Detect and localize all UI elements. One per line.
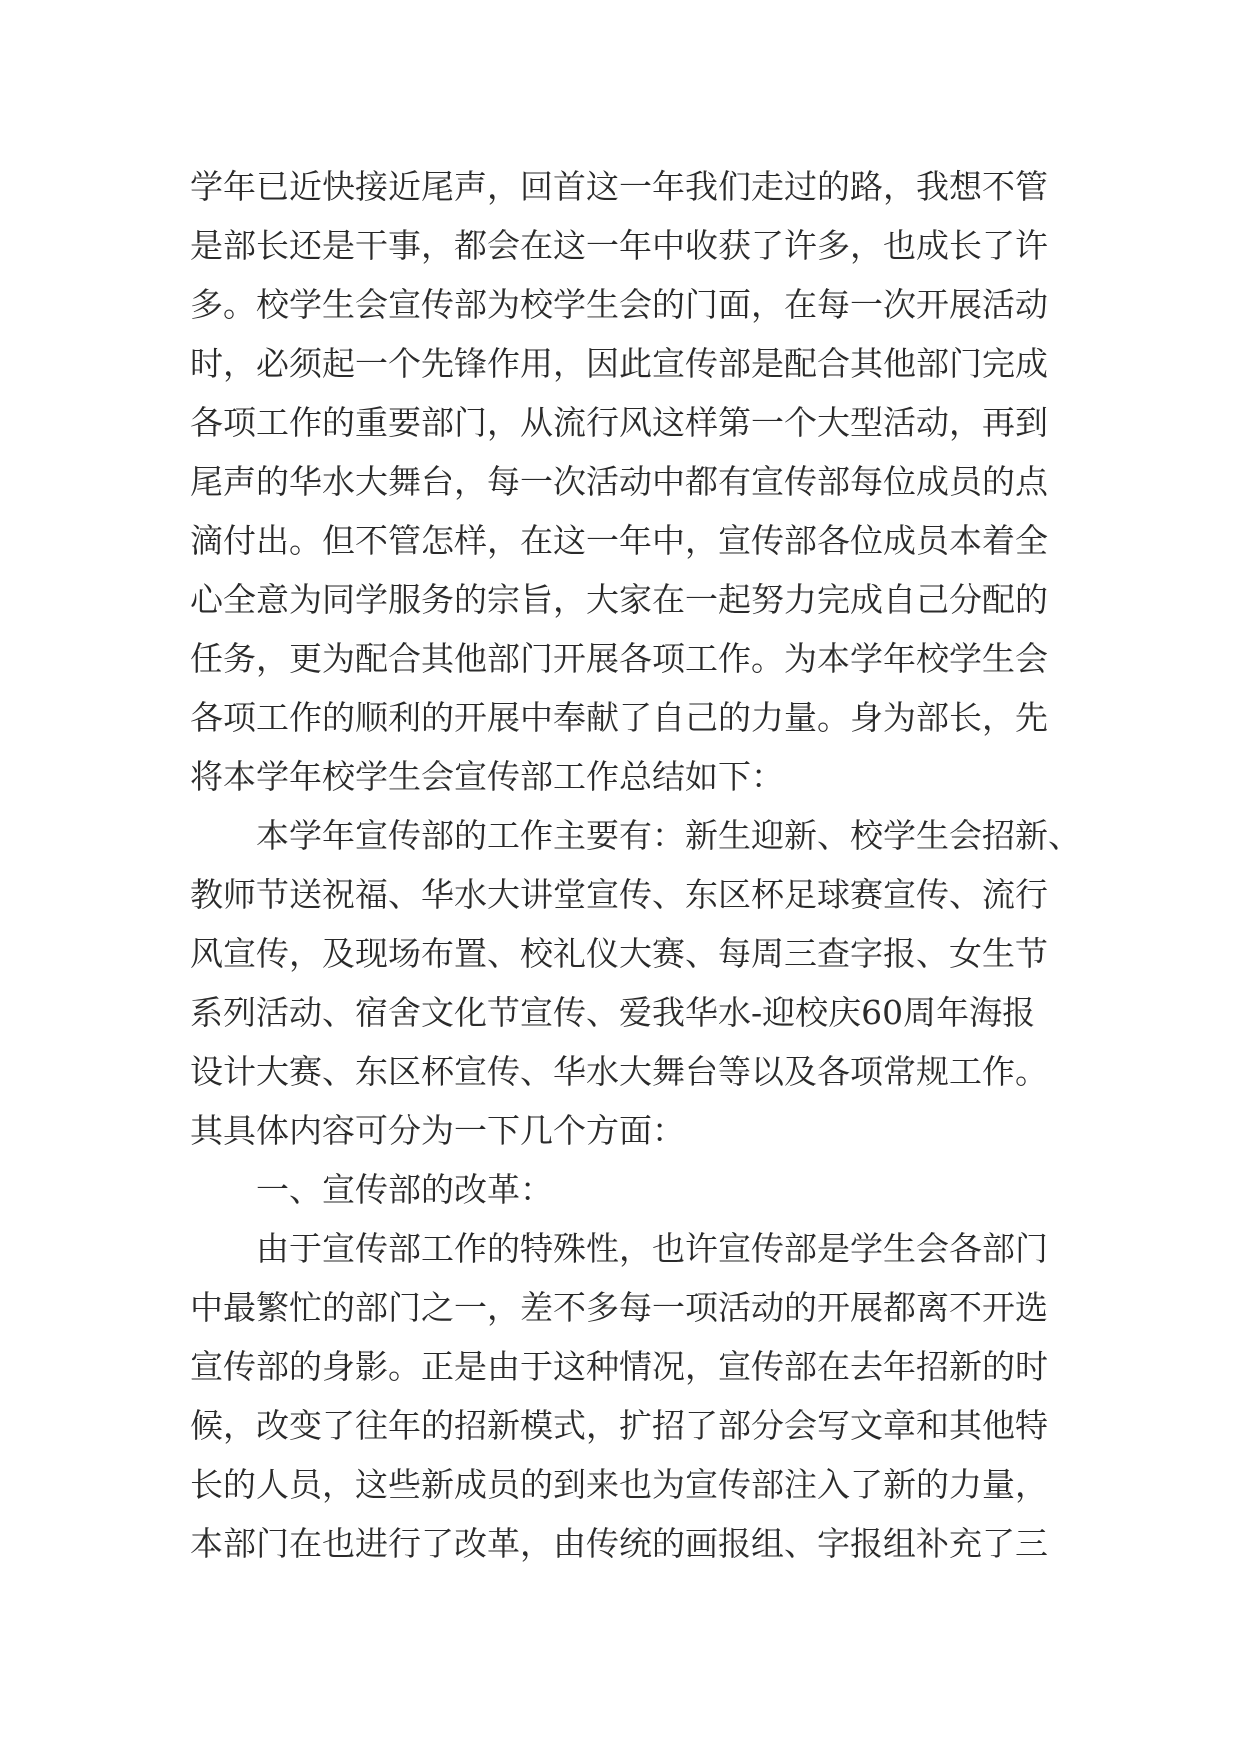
text-line-7: 滴付出。但不管怎样，在这一年中，宣传部各位成员本着全 xyxy=(190,521,1048,560)
text-line-20: 中最繁忙的部门之一，差不多每一项活动的开展都离不开选 xyxy=(190,1288,1048,1327)
text-line-10: 各项工作的顺利的开展中奉献了自己的力量。身为部长，先 xyxy=(190,698,1048,737)
document-body xyxy=(190,157,1081,1573)
text-line-22: 候，改变了往年的招新模式，扩招了部分会写文章和其他特 xyxy=(190,1406,1048,1445)
text-line-19: 由于宣传部工作的特殊性，也许宣传部是学生会各部门 xyxy=(256,1229,1048,1268)
text-line-4: 时，必须起一个先锋作用，因此宣传部是配合其他部门完成 xyxy=(190,344,1048,383)
text-line-23: 长的人员，这些新成员的到来也为宣传部注入了新的力量， xyxy=(190,1465,1048,1504)
text-line-5: 各项工作的重要部门，从流行风这样第一个大型活动，再到 xyxy=(190,403,1048,442)
text-line-12: 本学年宣传部的工作主要有：新生迎新、校学生会招新、 xyxy=(256,816,1081,855)
text-line-24: 本部门在也进行了改革，由传统的画报组、字报组补充了三 xyxy=(190,1524,1048,1563)
text-line-14: 风宣传，及现场布置、校礼仪大赛、每周三查字报、女生节 xyxy=(190,934,1048,973)
text-line-16: 设计大赛、东区杯宣传、华水大舞台等以及各项常规工作。 xyxy=(190,1052,1048,1091)
text-line-1: 学年已近快接近尾声，回首这一年我们走过的路，我想不管 xyxy=(190,167,1048,206)
text-line-11: 将本学年校学生会宣传部工作总结如下： xyxy=(190,757,784,796)
text-line-15: 系列活动、宿舍文化节宣传、爱我华水-迎校庆60周年海报 xyxy=(190,993,1036,1032)
section-heading: 一、宣传部的改革： xyxy=(256,1170,553,1209)
text-line-9: 任务，更为配合其他部门开展各项工作。为本学年校学生会 xyxy=(190,639,1048,678)
text-line-21: 宣传部的身影。正是由于这种情况，宣传部在去年招新的时 xyxy=(190,1347,1048,1386)
text-line-13: 教师节送祝福、华水大讲堂宣传、东区杯足球赛宣传、流行 xyxy=(190,875,1048,914)
text-line-3: 多。校学生会宣传部为校学生会的门面，在每一次开展活动 xyxy=(190,285,1048,324)
text-line-2: 是部长还是干事，都会在这一年中收获了许多，也成长了许 xyxy=(190,226,1048,265)
text-line-6: 尾声的华水大舞台，每一次活动中都有宣传部每位成员的点 xyxy=(190,462,1048,501)
text-line-17: 其具体内容可分为一下几个方面： xyxy=(190,1111,685,1150)
text-line-8: 心全意为同学服务的宗旨，大家在一起努力完成自己分配的 xyxy=(190,580,1048,619)
